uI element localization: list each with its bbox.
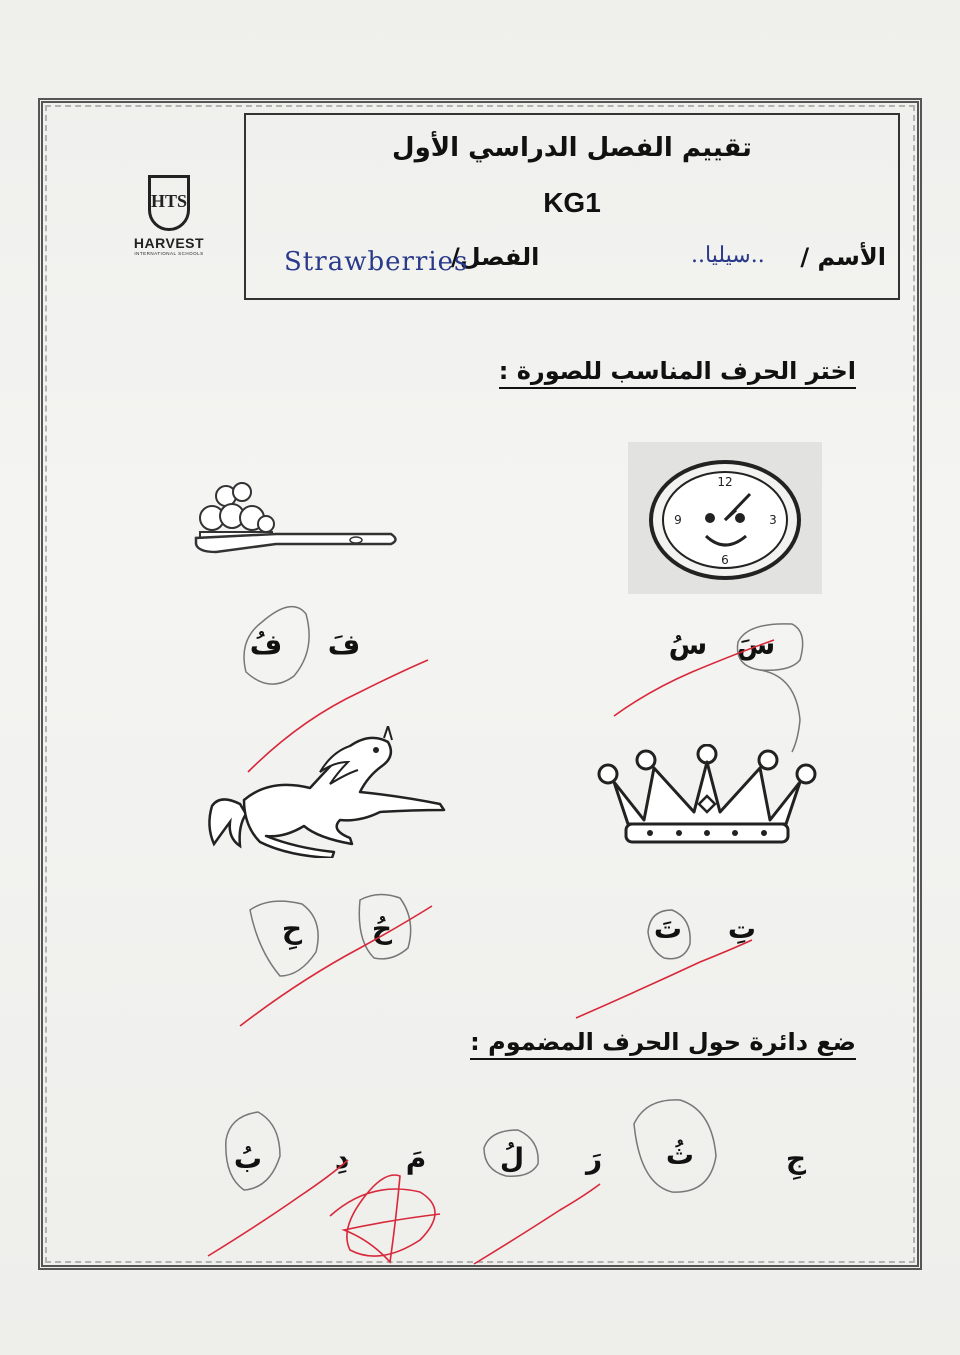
letter-option[interactable]: سُ [668,628,708,661]
logo-subtitle: INTERNATIONAL SCHOOLS [134,251,204,256]
red-tick-mark [240,906,432,1026]
pencil-circle-mark [737,624,802,670]
letter-option[interactable]: بُ [233,1142,263,1175]
name-value: ..سيليا.. [691,243,765,268]
pencil-circle-mark [634,1100,716,1192]
svg-text:12: 12 [717,475,733,489]
red-tick-mark [576,940,752,1018]
letter-option[interactable]: دِ [334,1142,350,1175]
red-tick-mark [248,660,428,772]
letter-option[interactable]: حِ [281,912,303,945]
logo-name: HARVEST [133,235,205,251]
grade-label: KG1 [543,187,601,218]
red-scribble-mark [330,1175,440,1262]
red-tick-mark [208,1160,348,1256]
name-label: الأسم / [800,243,886,271]
class-label: الفصل/ [451,243,540,271]
svg-text:6: 6 [721,553,729,567]
pencil-tail-mark [760,670,800,752]
svg-text:3: 3 [769,513,777,527]
letter-option[interactable]: رَ [585,1142,603,1175]
letter-option[interactable]: حُ [371,912,393,945]
page-title: تقييم الفصل الدراسي الأول [392,133,752,163]
letter-option[interactable]: فُ [249,628,283,661]
letter-option[interactable]: تَ [653,912,683,945]
pencil-circle-mark [359,894,410,958]
red-tick-mark [474,1184,600,1264]
pencil-circle-mark [244,607,309,684]
instruction-circle-damma: ضع دائرة حول الحرف المضموم : [470,1028,856,1060]
letter-option[interactable]: ثُ [665,1138,695,1171]
pencil-circle-mark [648,910,690,959]
instruction-choose-letter: اختر الحرف المناسب للصورة : [499,357,856,389]
pencil-circle-mark [226,1112,280,1190]
pencil-circle-mark [250,901,318,976]
class-value: Strawberries [284,247,469,277]
letter-option[interactable]: جِ [785,1142,807,1175]
letter-option[interactable]: سَ [736,628,776,661]
svg-text:9: 9 [674,513,682,527]
letter-option[interactable]: مَ [405,1142,427,1175]
pencil-circle-mark [484,1130,538,1176]
logo-initials: HTS [151,191,188,211]
red-tick-mark [614,640,774,716]
letter-option[interactable]: تِ [727,912,757,945]
letter-option[interactable]: فَ [327,628,361,661]
letter-option[interactable]: لُ [499,1142,525,1175]
